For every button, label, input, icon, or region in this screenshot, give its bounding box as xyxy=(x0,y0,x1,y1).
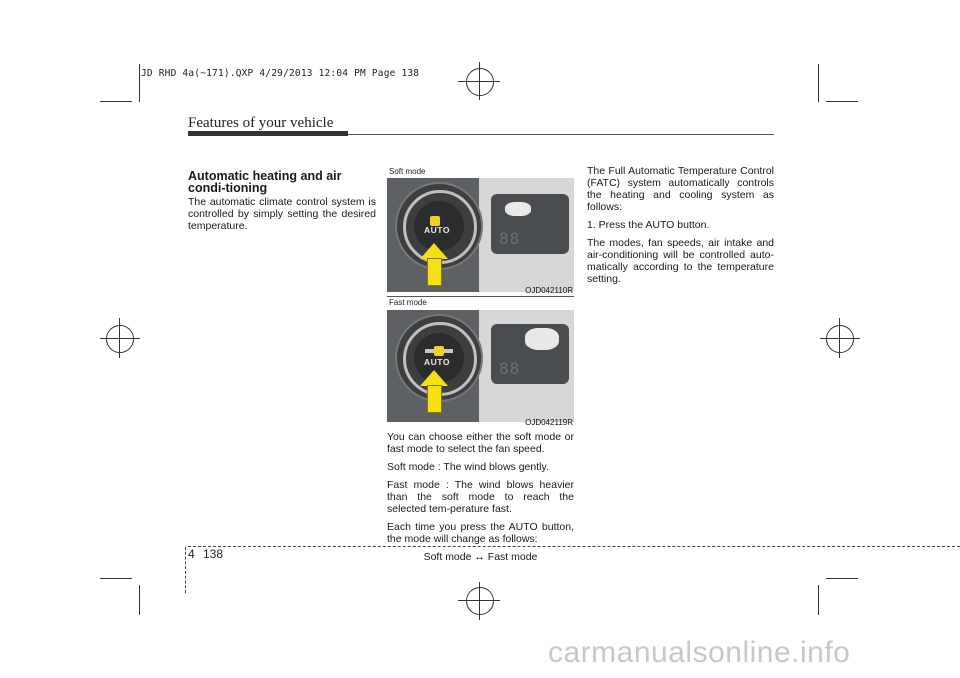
paragraph: You can choose either the soft mode or fast mode to select the fan speed. xyxy=(387,431,574,455)
chapter-number: 4 xyxy=(188,547,195,561)
lcd-display xyxy=(491,194,569,254)
footer-vertical-rule xyxy=(185,547,186,593)
figure-ref-fast: OJD042119R xyxy=(525,418,573,427)
crop-mark xyxy=(100,578,132,579)
intro-column xyxy=(188,196,376,238)
paragraph: Fast mode : The wind blows heavier than the soft mode to reach the selected tem-perature fast. xyxy=(387,479,574,515)
running-header: Features of your vehicle xyxy=(188,115,334,131)
figure-divider xyxy=(387,296,574,297)
crop-mark xyxy=(139,64,140,102)
figure-ref-soft: OJD042110R xyxy=(525,286,573,295)
paragraph: The modes, fan speeds, air intake and air-conditioning will be controlled auto-matically according to the temperature setting. xyxy=(587,237,774,285)
fan-icon xyxy=(434,346,444,356)
lcd-digits: 88 xyxy=(499,359,521,378)
fan-mode-column xyxy=(387,431,574,569)
burst-icon xyxy=(525,328,559,350)
figure-caption-soft: Soft mode xyxy=(389,167,426,176)
crop-mark xyxy=(100,101,132,102)
crop-mark xyxy=(826,578,858,579)
arrow-stem xyxy=(427,258,442,286)
footer-rule xyxy=(188,546,960,547)
step-item: 1. Press the AUTO button. xyxy=(587,219,710,231)
crop-mark xyxy=(818,585,819,615)
crop-mark xyxy=(818,64,819,102)
arrow-icon xyxy=(420,370,448,386)
lcd-display xyxy=(491,324,569,384)
watermark: carmanualsonline.info xyxy=(548,636,851,669)
fatc-column xyxy=(587,165,774,291)
lcd-digits: 88 xyxy=(499,229,521,248)
figure-fast-mode xyxy=(387,310,574,422)
paragraph: Soft mode : The wind blows gently. xyxy=(387,461,549,473)
paragraph: Each time you press the AUTO button, the mode will change as follows: xyxy=(387,521,574,545)
display-panel xyxy=(479,310,574,422)
page-number: 138 xyxy=(203,547,224,561)
auto-button: AUTO xyxy=(424,225,450,235)
arrow-icon xyxy=(420,243,448,259)
auto-button: AUTO xyxy=(424,357,450,367)
header-rule-dark xyxy=(188,131,348,136)
arrow-stem xyxy=(427,385,442,413)
display-panel xyxy=(479,178,574,292)
crop-mark xyxy=(826,101,858,102)
mode-cycle: Soft mode ↔ Fast mode xyxy=(423,551,538,563)
section-heading: Automatic heating and air condi-tioning xyxy=(188,169,342,195)
header-rule xyxy=(348,134,774,135)
crop-mark xyxy=(139,585,140,615)
paragraph: The Full Automatic Temperature Control (FATC) system automatically controls the heating and cooling system as follows: xyxy=(587,165,774,213)
intro-paragraph: The automatic climate control system is controlled by simply setting the desired temperature. xyxy=(188,196,376,232)
burst-icon xyxy=(505,202,531,216)
print-slug: JD RHD 4a(~171).QXP 4/29/2013 12:04 PM Page 138 xyxy=(141,68,420,79)
figure-soft-mode xyxy=(387,178,574,292)
figure-caption-fast: Fast mode xyxy=(389,298,427,307)
